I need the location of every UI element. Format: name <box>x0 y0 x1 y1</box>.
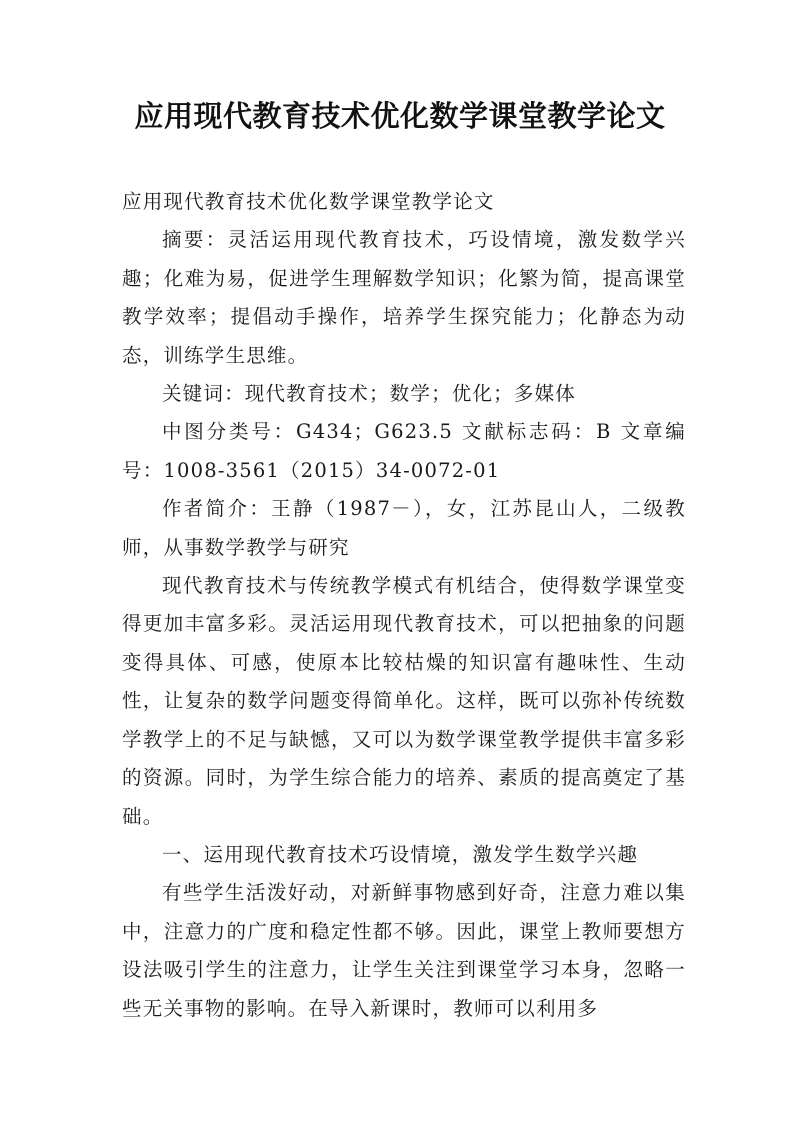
classification-paragraph: 中图分类号：G434；G623.5 文献标志码：B 文章编号：1008-3561（2015）34-0072-01 <box>122 420 686 482</box>
section-heading: 一、运用现代教育技术巧设情境，激发学生数学兴趣 <box>161 842 639 866</box>
author-paragraph: 作者简介：王静（1987－），女，江苏昆山人，二级教师，从事数学教学与研究 <box>122 497 686 559</box>
article-subtitle: 应用现代教育技术优化数学课堂教学论文 <box>122 190 495 213</box>
intro-paragraph: 现代教育技术与传统教学模式有机结合，使得数学课堂变得更加丰富多彩。灵活运用现代教育技术，可以把抽象的问题变得具体、可感，使原本比较枯燥的知识富有趣味性、生动性，让复杂的数学问题变得简单化。这样，既可以弥补传统数学教学上的不足与缺憾，又可以为数学课堂教学提供丰富多彩的资源。同时，为学生综合能力的培养、素质的提高奠定了基础。 <box>122 574 686 828</box>
document-body <box>122 183 686 1028</box>
keywords-paragraph: 关键词：现代教育技术；数学；优化；多媒体 <box>161 382 576 406</box>
document-title: 应用现代教育技术优化数学课堂教学论文 <box>134 99 666 133</box>
abstract-paragraph: 摘要：灵活运用现代教育技术，巧设情境，激发数学兴趣；化难为易，促进学生理解数学知识；化繁为简，提高课堂教学效率；提倡动手操作，培养学生探究能力；化静态为动态，训练学生思维。 <box>122 228 686 367</box>
section-body-paragraph: 有些学生活泼好动，对新鲜事物感到好奇，注意力难以集中，注意力的广度和稳定性都不够。因此，课堂上教师要想方设法吸引学生的注意力，让学生关注到课堂学习本身，忽略一些无关事物的影响。在导入新课时，教师可以利用多 <box>122 881 686 1020</box>
